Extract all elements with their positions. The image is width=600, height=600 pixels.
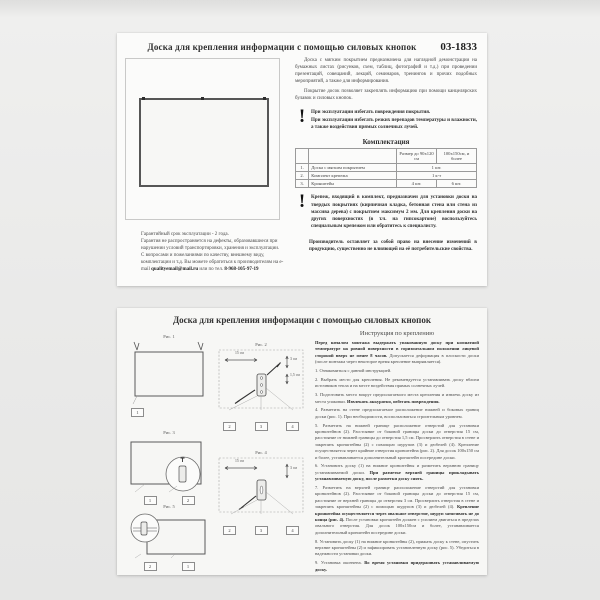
part-label: 3	[255, 422, 268, 431]
kit-table-title: Комплектация	[362, 138, 410, 147]
kit-row-qty: 1 к-т	[397, 172, 477, 180]
instruction-step-1: 1. Ознакомиться с данной инструкцией.	[315, 368, 392, 373]
instruction-step-6: 6. Установить доску (1) на нижние кронштейны и разметить верхнюю границу устанавливаемой доски. При разметке верхней границы прикладывать устанавливаемую доску, после разметки доску снять.	[315, 463, 479, 482]
pencil-mark-icon	[134, 342, 139, 350]
product-code: 03-1833	[440, 41, 477, 53]
kit-row-num: 2.	[296, 172, 309, 180]
warning-text-2: При эксплуатации избегать резких перепадов температуры и влажности, а также воздействия прямых солнечных лучей.	[311, 117, 477, 131]
kit-row-name: Комплект крепежа	[309, 172, 397, 180]
dimension-label: 3 см	[290, 466, 297, 470]
kit-row-fasteners	[296, 172, 477, 180]
bracket-icon	[141, 522, 147, 535]
intro-paragraph-2: Покрытие досок позволяет закреплять информацию при помощи канцелярских булавок и силовых кнопок.	[295, 89, 477, 102]
instruction-step-4: 4. Разметить на стене предполагаемое расположение нижней и боковых границ доски (рис. 1). При необходимости, воспользоваться строительным уровнем.	[315, 407, 479, 419]
part-label: 2	[182, 496, 195, 505]
part-label: 1	[144, 496, 157, 505]
instruction-step-3: 3. Подготовить место вокруг предполагаемого места крепления и извлечь доску из места упаковки. Извлекать аккуратно, избегать повреждения.	[315, 392, 479, 404]
instruction-step-5: 5. Разметить на нижней границе расположение отверстий для установки кронштейнов (2). Расстояние от боковой границы доски до отверстия 15 см, расстояние от нижней границы до отверстия 1,5 см. Просверлить отверстия в стене и закрепить кронштейны (2) с помощью шурупов (3) и дюбелей (4). Крепление осуществляется через крайние отверстия кронштейна (рис. 2). Для досок 100х150 см и более, устанавливается дополнительный кронштейн посередине доски.	[315, 422, 479, 460]
page-subtitle: Инструкция по креплению	[359, 330, 435, 337]
warning-text-3: Крепеж, входящий в комплект, предназначен для установки доски на твердых покрытиях (кирпичная кладка, бетонная стена или стена из массива дерева) с покрытием максимум 2 мм. Для крепления доски на других поверхностях (в т.ч. на гипсокартоне) воспользуйтесь специальным крепежом или обратитесь к специалисту.	[311, 195, 477, 230]
figure-caption: Рис. 3	[163, 430, 175, 435]
instruction-intro: Перед началом монтажа выдержать упакованную доску при комнатной температуре на ровной поверхности в горизонтальном положении лицевой стороной вверх не менее 8 часов. Допускается деформация в плоскости доски (после монтажа через некоторое время крепление выпрямляется).	[315, 340, 479, 365]
kit-row-board	[296, 164, 477, 172]
kit-row-num: 3.	[296, 180, 309, 188]
kit-col-size-small: Размер до 90х120 см	[397, 149, 437, 164]
instruction-step-8: 8. Установить доску (1) на нижние кронштейны (2), прижать доску к стене, опустить верхние кронштейны (2) и зафиксировать установленную доску (рис. 5). Убедиться в надежности установки доски.	[315, 538, 479, 557]
contact-phone: 8-968-105-97-19	[224, 267, 259, 272]
page-title: Доска для крепления информации с помощью силовых кнопок	[147, 42, 417, 52]
kit-row-qty-small: 4 шт.	[397, 180, 437, 188]
warning-block-2	[295, 193, 477, 230]
warning-text-1: При эксплуатации избегать повреждения покрытия.	[311, 109, 431, 115]
installed-board-diagram	[125, 510, 213, 560]
kit-row-qty: 1 шт.	[397, 164, 477, 172]
leader-line	[133, 396, 137, 404]
dimension-label: 15 см	[235, 351, 244, 355]
instruction-steps	[315, 340, 479, 575]
instruction-step-9: 9. Установка окончена. Во время установки придерживать устанавливаемую доску.	[315, 560, 480, 572]
instruction-sheet-page-2	[117, 308, 487, 575]
part-label: 3	[255, 526, 268, 535]
leader-line	[135, 554, 175, 558]
bracket-icon	[179, 466, 186, 482]
part-label: 2	[223, 422, 236, 431]
dimension-label: 1,5 см	[290, 373, 300, 377]
instruction-sheet-page-1	[117, 33, 487, 286]
dimension-arrow	[286, 356, 288, 368]
figure-labels	[217, 422, 305, 431]
bracket-dot	[142, 97, 145, 100]
dimension-arrow	[286, 374, 288, 384]
part-label: 1	[131, 408, 144, 417]
dimension-arrow	[225, 467, 257, 470]
board-marking-diagram	[125, 340, 213, 406]
figure-4	[217, 450, 305, 535]
dimension-label: 15 см	[235, 459, 244, 463]
instruction-step-7: 7. Разметить на верхней границе расположение отверстий для установки кронштейнов (2). Расстояние от боковой границы доски до отверстия 15 см, расстояние от верхней границы до отверстия 3 см. Просверлить отверстия в стене и закрепить кронштейны (2) с помощью шурупов (3) и дюбелей (4). Крепление кронштейна осуществляется через овальное отверстие, шуруп затягивать не до конца (рис. 4). После установки кронштейн должен с усилием двигаться в пределах овального отверстия. Для досок 100х150см и более, устанавливается дополнительный кронштейн посередине доски.	[315, 485, 479, 535]
kit-row-num: 1.	[296, 164, 309, 172]
part-label: 4	[286, 422, 299, 431]
figure-5	[125, 504, 213, 571]
board-illustration	[139, 98, 269, 187]
figure-1	[125, 334, 213, 417]
part-label: 1	[182, 562, 195, 571]
figure-3	[125, 430, 213, 505]
part-label: 2	[144, 562, 157, 571]
warranty-line-2: Гарантия не распространяется на дефекты, образовавшиеся при нарушении условий транспортировки, хранения и эксплуатации.	[141, 239, 280, 251]
figure-labels	[125, 408, 213, 417]
screw-icon	[235, 390, 255, 404]
figure-labels	[217, 526, 305, 535]
warranty-line-4: или по тел.	[198, 267, 225, 272]
manufacturer-note: Производитель оставляет за собой право на внесение изменений в продукцию, существенно не влияющей на её потребительские свойства.	[309, 239, 477, 252]
screw-icon	[267, 363, 281, 376]
warning-block-1	[295, 105, 477, 132]
figure-2	[217, 342, 305, 431]
kit-row-qty-large: 6 шт.	[436, 180, 476, 188]
bracket-dot	[263, 97, 266, 100]
figure-caption: Рис. 5	[163, 504, 175, 509]
figure-caption: Рис. 2	[255, 342, 267, 347]
board-illustration-frame	[125, 58, 280, 220]
bracket-dot	[201, 97, 204, 100]
kit-row-bracket	[296, 180, 477, 188]
kit-row-name: Кронштейн	[309, 180, 397, 188]
contact-email: qualityemail@mail.ru	[151, 267, 199, 272]
part-label: 2	[223, 526, 236, 535]
warranty-line-3: С вопросами и пожеланиями по качеству, внешнему виду, комплектации и т.д. Вы можете обратиться к производителям на e-mail	[141, 253, 284, 272]
oval-hole	[260, 486, 263, 494]
warranty-line-1: Гарантийный срок эксплуатации - 2 года.	[141, 232, 229, 237]
figure-labels	[125, 562, 213, 571]
figure-caption: Рис. 4	[255, 450, 267, 455]
board-on-bracket-diagram	[125, 436, 213, 494]
page1-right-column	[295, 57, 477, 258]
dimension-arrow	[225, 359, 257, 362]
pencil-mark-icon	[198, 342, 203, 350]
kit-col-size-large: 100х150см, и более	[436, 149, 476, 164]
kit-table	[295, 148, 477, 188]
warranty-text	[141, 231, 287, 273]
instruction-step-2: 2. Выбрать место для крепления. Не рекомендуется устанавливать доску вблизи источников тепла и на месте воздействия прямых солнечных лучей.	[315, 376, 479, 389]
exclamation-icon: !	[298, 105, 306, 127]
kit-row-name: Доска с мягким покрытием	[309, 164, 397, 172]
figure-caption: Рис. 1	[163, 334, 175, 339]
intro-paragraph-1: Доска с мягким покрытием предназначена для наглядной демонстрации на бумажных листах (рисунков, схем, таблиц, фотографий и т.д.) при проведении презентаций, совещаний, лекций, семинаров, тренингов и прочих подобных мероприятий, а также для информирования.	[295, 58, 477, 85]
dimension-label: 3 см	[290, 357, 297, 361]
page-title: Доска для крепления информации с помощью силовых кнопок	[172, 315, 432, 325]
kit-table-header-row	[296, 149, 477, 164]
exclamation-icon: !	[298, 191, 306, 213]
part-label: 4	[286, 526, 299, 535]
dimension-arrow	[286, 464, 288, 478]
screw-icon	[239, 496, 256, 510]
